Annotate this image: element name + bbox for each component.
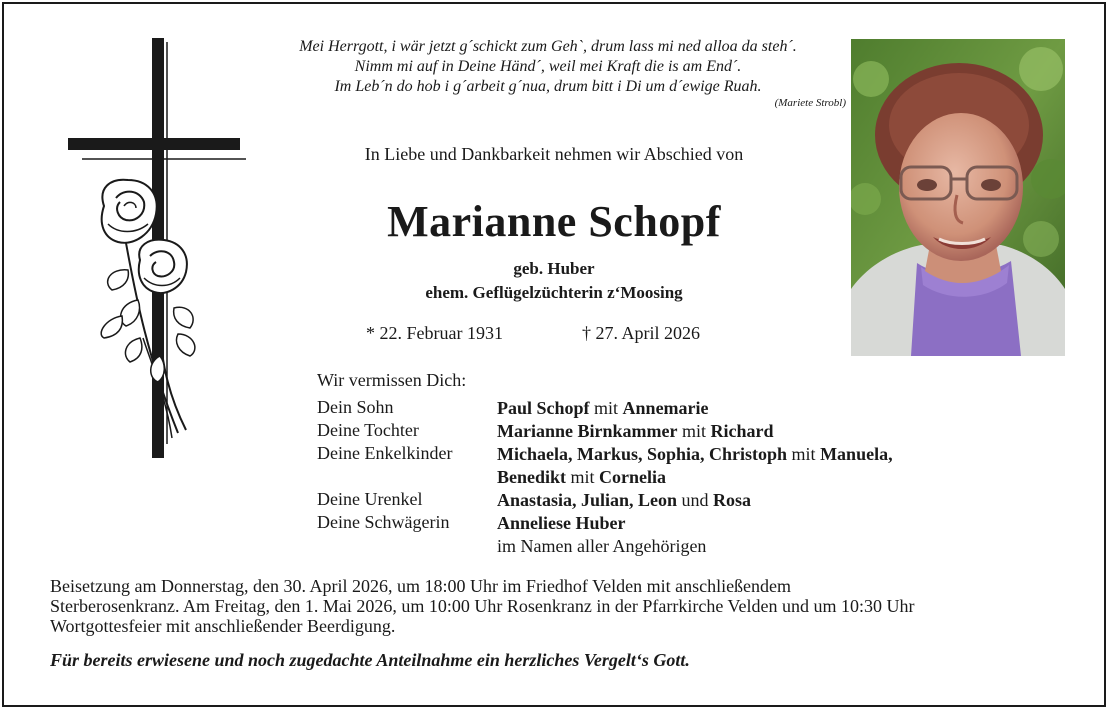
mourner-name: Richard: [710, 421, 774, 441]
relation-label: Dein Sohn: [317, 397, 394, 417]
mourner-name: Marianne Birnkammer: [497, 421, 678, 441]
relation-label: Deine Tochter: [317, 420, 419, 440]
portrait-photo: [851, 39, 1065, 356]
mourner-names: [497, 444, 893, 465]
poem-author: (Mariete Strobl): [774, 97, 846, 109]
relation-label: Deine Urenkel: [317, 489, 423, 509]
deceased-name: Marianne Schopf: [387, 197, 721, 246]
connector-word: mit: [677, 421, 711, 441]
closing-line: im Namen aller Angehörigen: [497, 536, 707, 556]
poem-line: Im Leb´n do hob i g´arbeit g´nua, drum bitt i Di um d´ewige Ruah.: [334, 78, 762, 95]
poem-line: Mei Herrgott, i wär jetzt g´schickt zum Geh`, drum lass mi ned alloa da steh´.: [299, 38, 797, 55]
connector-word: mit: [589, 398, 623, 418]
birth-date: * 22. Februar 1931: [366, 323, 503, 343]
relation-label: Deine Schwägerin: [317, 512, 450, 532]
occupation: ehem. Geflügelzüchterin z‘Moosing: [425, 283, 683, 302]
mourner-names: [497, 398, 709, 419]
poem: [250, 37, 846, 110]
mourner-name: Michaela, Markus, Sophia, Christoph: [497, 444, 788, 464]
intro-text: In Liebe und Dankbarkeit nehmen wir Abschied von: [364, 144, 744, 164]
connector-word: mit: [787, 444, 821, 464]
mourner-name: Cornelia: [599, 467, 667, 487]
funeral-line: Wortgottesfeier mit anschließender Beerdigung.: [50, 616, 396, 636]
death-date: † 27. April 2026: [582, 323, 701, 343]
mourner-name: Manuela,: [820, 444, 893, 464]
maiden-name: geb. Huber: [513, 259, 595, 278]
funeral-line: Sterberosenkranz. Am Freitag, den 1. Mai 2026, um 10:00 Uhr Rosenkranz in der Pfarrkirche Velden und um 10:30 Uhr: [50, 596, 915, 616]
mourner-name: Rosa: [713, 490, 752, 510]
mourner-name: Benedikt: [497, 467, 567, 487]
mourner-names: [497, 490, 751, 511]
connector-word: und: [677, 490, 714, 510]
mourner-names: [497, 421, 774, 442]
thanks-line: Für bereits erwiesene und noch zugedachte Anteilnahme ein herzliches Vergelt‘s Gott.: [50, 650, 690, 670]
funeral-info: [50, 576, 1070, 636]
mourner-names: [497, 513, 626, 534]
mourner-name: Annemarie: [622, 398, 709, 418]
funeral-line: Beisetzung am Donnerstag, den 30. April 2026, um 18:00 Uhr im Friedhof Velden mit anschließendem: [50, 576, 792, 596]
mourner-name: Anneliese Huber: [497, 513, 626, 533]
mourner-name: Anastasia, Julian, Leon: [497, 490, 678, 510]
mourners-heading: Wir vermissen Dich:: [317, 370, 467, 390]
mourner-name: Paul Schopf: [497, 398, 590, 418]
poem-line: Nimm mi auf in Deine Händ´, weil mei Kraft die is am End´.: [354, 58, 742, 75]
cross-with-roses-icon: [68, 38, 250, 460]
mourner-names: [497, 467, 666, 488]
connector-word: mit: [566, 467, 600, 487]
relation-label: Deine Enkelkinder: [317, 443, 453, 463]
